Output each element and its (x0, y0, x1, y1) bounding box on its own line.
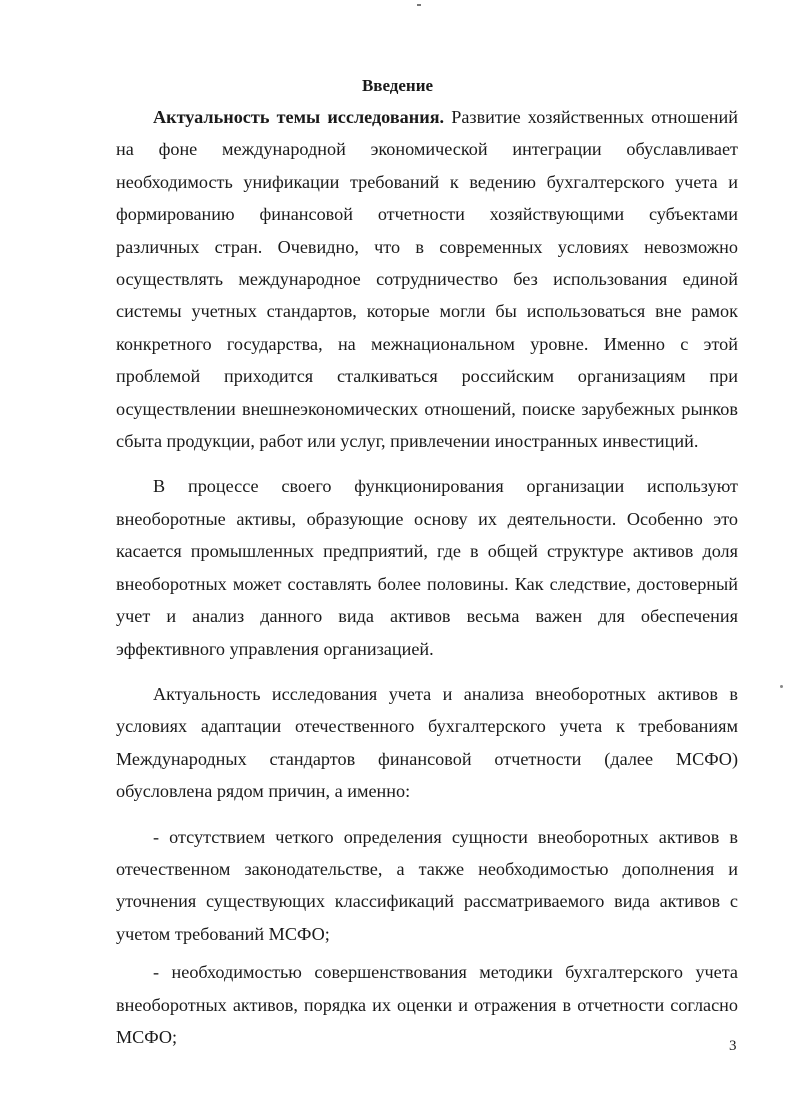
page-heading: Введение (361, 76, 434, 95)
document-body (116, 101, 738, 1059)
paragraph-relevance (116, 101, 738, 457)
page-number: 3 (729, 1038, 737, 1054)
paragraph-noncurrent-assets: В процессе своего функционирования организации используют внеоборотные активы, образующие основу их деятельности. Особенно это касается промышленных предприятий, где в общей структуре активов доля внеоборотных может составлять более половины. Как следствие, достоверный учет и анализ данного вида активов весьма важен для обеспечения эффективного управления организацией. (116, 476, 738, 659)
scan-mark-top (417, 4, 421, 6)
scan-mark-side (780, 685, 783, 688)
paragraph-lead: Актуальность темы исследования. (153, 107, 445, 127)
paragraph-reasons: Актуальность исследования учета и анализа внеоборотных активов в условиях адаптации отечественного бухгалтерского учета к требованиям Международных стандартов финансовой отчетности (далее МСФО) обусловлена рядом причин, а именно: (116, 683, 738, 802)
list-item-definition: - отсутствием четкого определения сущности внеоборотных активов в отечественном законодательстве, а также необходимостью дополнения и уточнения существующих классификаций рассматриваемого вида активов с учетом требований МСФО; (116, 826, 738, 944)
list-item-methodology: - необходимостью совершенствования методики бухгалтерского учета внеоборотных активов, порядка их оценки и отражения в отчетности согласно МСФО; (116, 962, 738, 1047)
paragraph-text: Развитие хозяйственных отношений на фоне международной экономической интеграции обуславливает необходимость унификации требований к ведению бухгалтерского учета и формированию финансовой отчетности хозяйствующими субъектами различных стран. Очевидно, что в современных условиях невозможно осуществлять международное сотрудничество без использования единой системы учетных стандартов, которые могли бы использоваться вне рамок конкретного государства, на межнациональном уровне. Именно с этой проблемой приходится сталкиваться российским организациям при осуществлении внешнеэкономических отношений, поиске зарубежных рынков сбыта продукции, работ или услуг, привлечении иностранных инвестиций. (116, 107, 738, 452)
